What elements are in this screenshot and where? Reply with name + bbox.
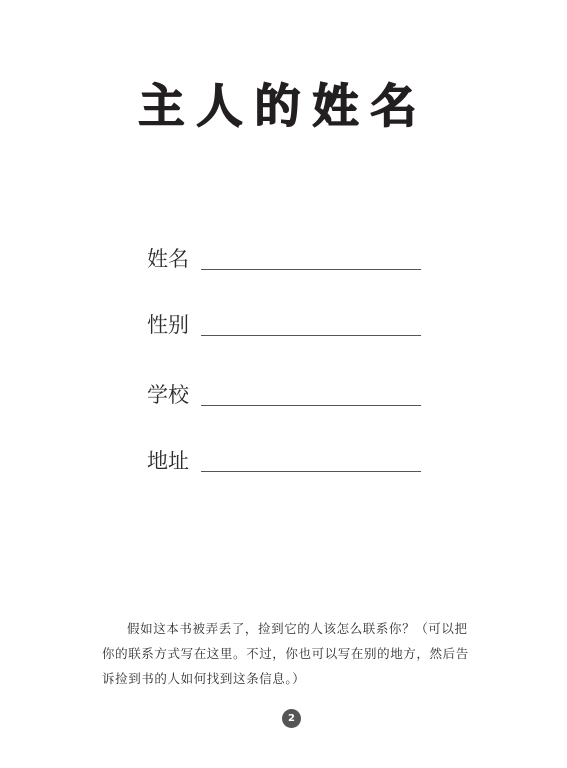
address-field (147, 434, 427, 474)
school-field (147, 368, 427, 408)
school-label: 学校 (147, 383, 189, 407)
page-number-badge: 2 (282, 709, 301, 728)
name-blank-line[interactable] (201, 269, 421, 270)
address-label: 地址 (147, 449, 189, 473)
page-title: 主人的姓名 (138, 79, 429, 133)
address-blank-line[interactable] (201, 471, 421, 472)
contact-note: 假如这本书被弄丢了，捡到它的人该怎么联系你？（可以把你的联系方式写在这里。不过，你也可以写在别的地方，然后告诉捡到书的人如何找到这条信息。） (102, 621, 469, 686)
gender-field (147, 298, 427, 338)
name-label: 姓名 (147, 247, 189, 271)
school-blank-line[interactable] (201, 405, 421, 406)
gender-blank-line[interactable] (201, 335, 421, 336)
gender-label: 性别 (147, 313, 189, 337)
name-field (147, 232, 427, 272)
